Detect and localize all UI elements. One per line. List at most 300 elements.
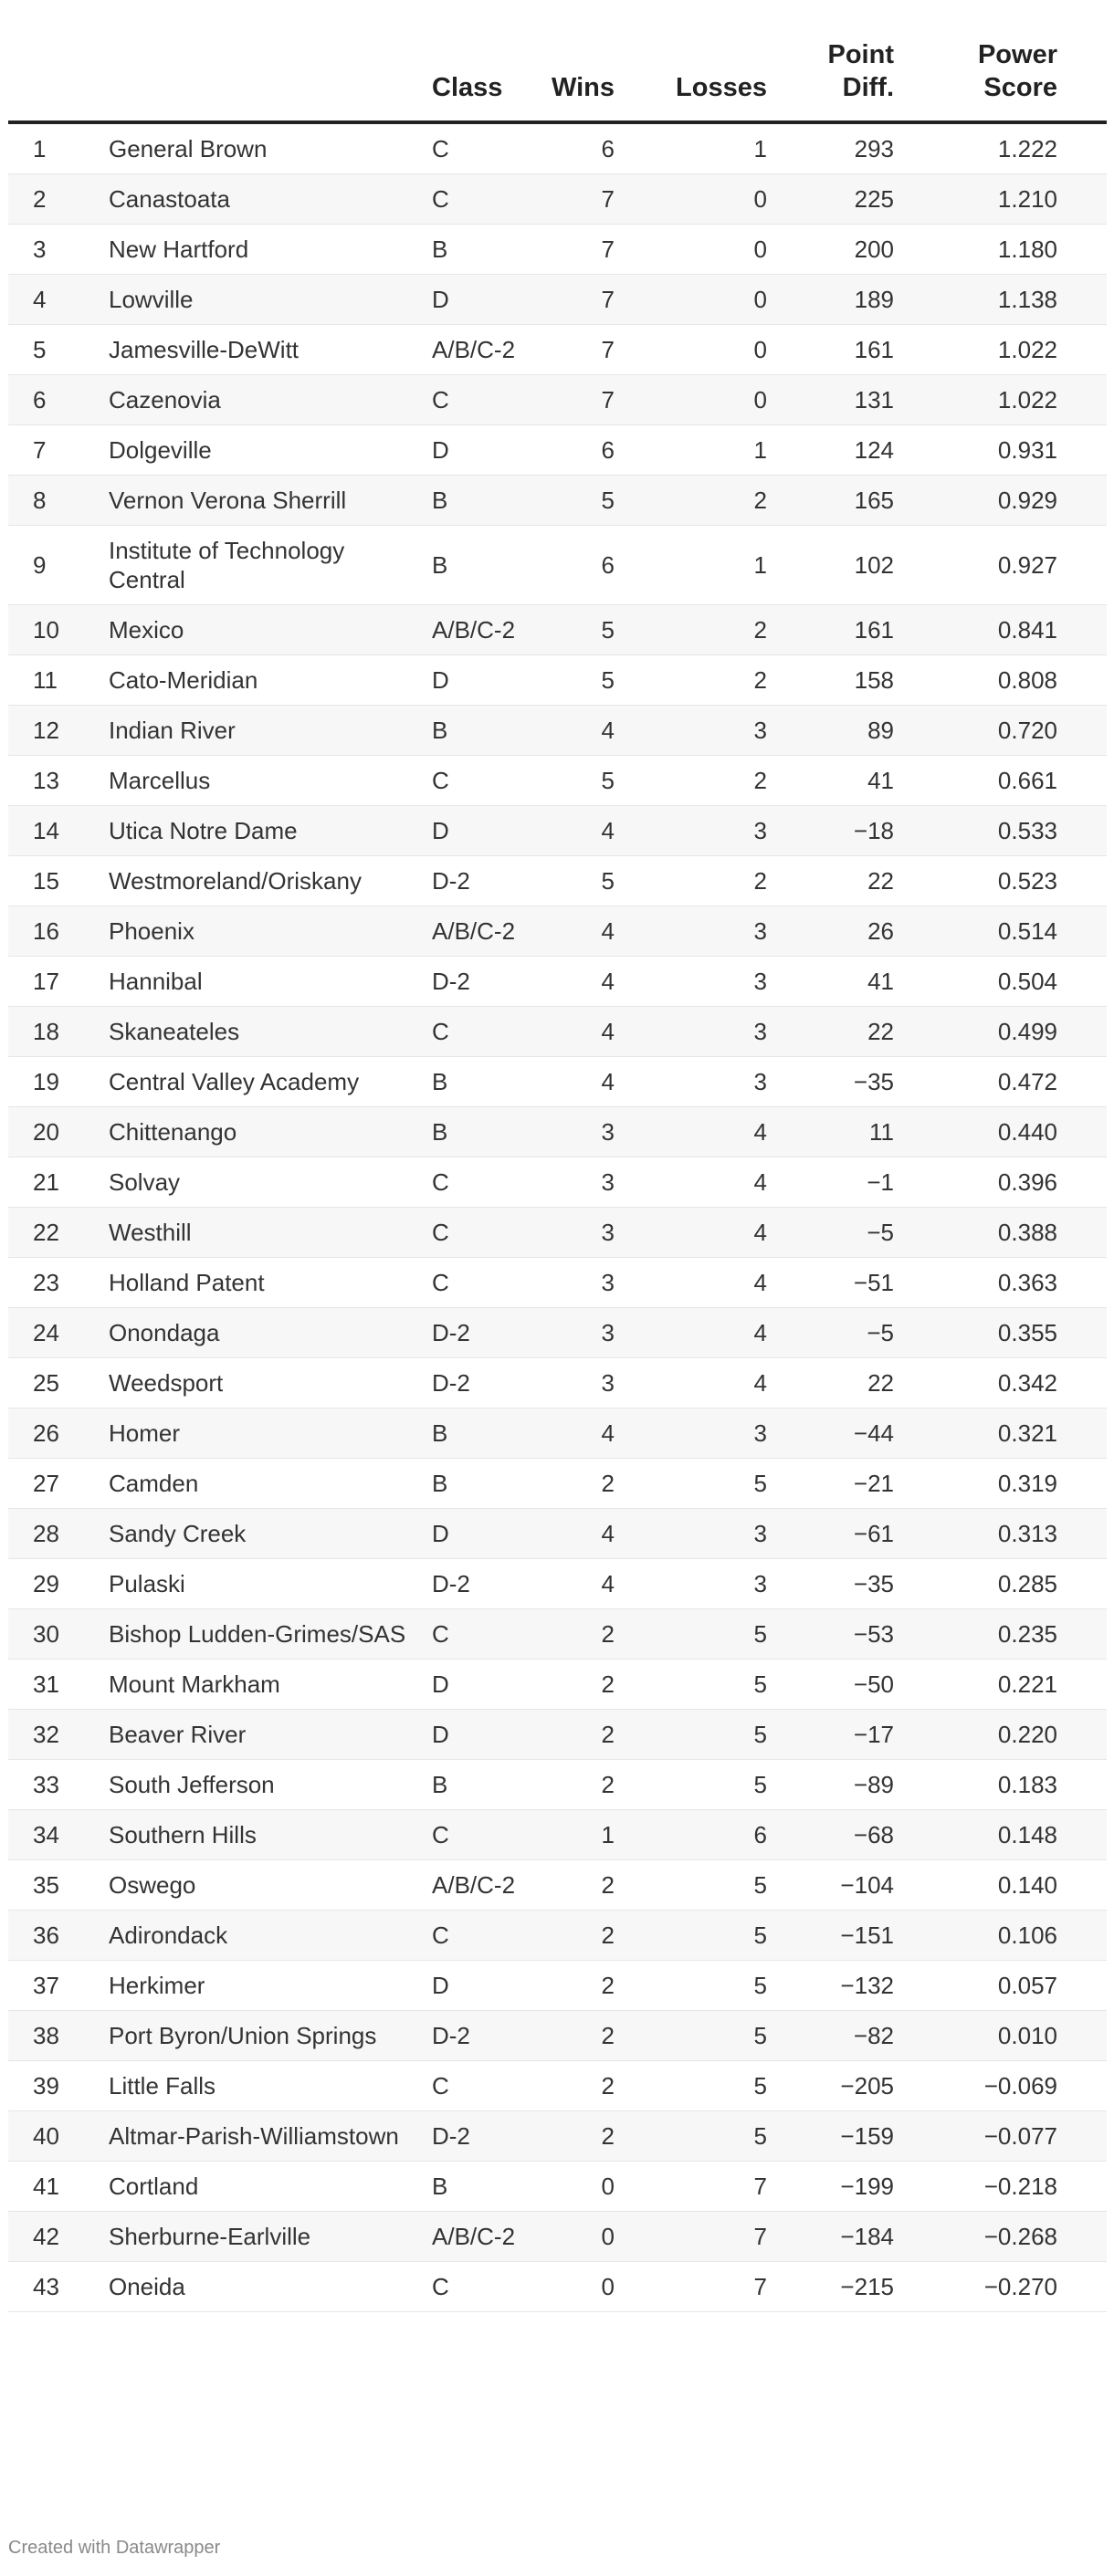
- cell-losses: 3: [634, 1007, 786, 1057]
- table-row: [8, 2162, 1107, 2212]
- power-rankings-table: [8, 0, 1107, 2312]
- cell-wins: 6: [523, 122, 634, 174]
- cell-point-diff: 11: [786, 1107, 914, 1157]
- cell-wins: 2: [523, 1660, 634, 1710]
- col-header-wins[interactable]: Wins: [523, 0, 634, 122]
- cell-rank: 1: [8, 122, 109, 174]
- cell-class: A/B/C-2: [432, 325, 523, 375]
- cell-power-score: −0.270: [914, 2262, 1107, 2312]
- cell-point-diff: −184: [786, 2212, 914, 2262]
- cell-rank: 34: [8, 1810, 109, 1860]
- table-row: [8, 325, 1107, 375]
- cell-wins: 2: [523, 2061, 634, 2111]
- table-row: [8, 1609, 1107, 1660]
- cell-class: A/B/C-2: [432, 605, 523, 655]
- cell-wins: 2: [523, 1860, 634, 1911]
- cell-class: D: [432, 275, 523, 325]
- cell-point-diff: −21: [786, 1459, 914, 1509]
- cell-losses: 5: [634, 1710, 786, 1760]
- cell-power-score: 0.363: [914, 1258, 1107, 1308]
- cell-class: B: [432, 1057, 523, 1107]
- cell-power-score: 0.396: [914, 1157, 1107, 1208]
- cell-wins: 3: [523, 1358, 634, 1408]
- cell-losses: 4: [634, 1358, 786, 1408]
- cell-point-diff: −44: [786, 1408, 914, 1459]
- table-row: [8, 476, 1107, 526]
- cell-rank: 7: [8, 425, 109, 476]
- cell-wins: 6: [523, 425, 634, 476]
- cell-losses: 2: [634, 655, 786, 706]
- table-row: [8, 275, 1107, 325]
- cell-point-diff: 161: [786, 325, 914, 375]
- cell-class: C: [432, 1258, 523, 1308]
- cell-point-diff: −35: [786, 1559, 914, 1609]
- cell-rank: 15: [8, 856, 109, 906]
- table-row: [8, 856, 1107, 906]
- table-row: [8, 2262, 1107, 2312]
- cell-rank: 12: [8, 706, 109, 756]
- cell-losses: 3: [634, 1057, 786, 1107]
- cell-rank: 24: [8, 1308, 109, 1358]
- cell-losses: 0: [634, 174, 786, 225]
- cell-losses: 3: [634, 906, 786, 957]
- cell-power-score: 0.221: [914, 1660, 1107, 1710]
- table-row: [8, 2011, 1107, 2061]
- cell-point-diff: −159: [786, 2111, 914, 2162]
- cell-wins: 5: [523, 655, 634, 706]
- cell-point-diff: 131: [786, 375, 914, 425]
- cell-point-diff: 41: [786, 957, 914, 1007]
- cell-class: C: [432, 1609, 523, 1660]
- cell-rank: 19: [8, 1057, 109, 1107]
- cell-power-score: 0.183: [914, 1760, 1107, 1810]
- cell-losses: 4: [634, 1308, 786, 1358]
- cell-class: C: [432, 2061, 523, 2111]
- cell-rank: 41: [8, 2162, 109, 2212]
- table-row: [8, 1007, 1107, 1057]
- cell-power-score: 0.499: [914, 1007, 1107, 1057]
- cell-rank: 2: [8, 174, 109, 225]
- cell-team: Institute of Technology Central: [109, 526, 432, 605]
- cell-point-diff: 102: [786, 526, 914, 605]
- cell-wins: 4: [523, 1509, 634, 1559]
- cell-team: Onondaga: [109, 1308, 432, 1358]
- cell-team: Vernon Verona Sherrill: [109, 476, 432, 526]
- table-row: [8, 1308, 1107, 1358]
- cell-class: B: [432, 706, 523, 756]
- cell-wins: 7: [523, 325, 634, 375]
- cell-class: B: [432, 1107, 523, 1157]
- cell-point-diff: 22: [786, 1007, 914, 1057]
- cell-rank: 6: [8, 375, 109, 425]
- table-row: [8, 375, 1107, 425]
- cell-team: Southern Hills: [109, 1810, 432, 1860]
- cell-wins: 7: [523, 225, 634, 275]
- cell-power-score: 0.285: [914, 1559, 1107, 1609]
- table-row: [8, 1408, 1107, 1459]
- cell-wins: 2: [523, 2011, 634, 2061]
- cell-point-diff: −1: [786, 1157, 914, 1208]
- cell-wins: 6: [523, 526, 634, 605]
- cell-wins: 4: [523, 706, 634, 756]
- cell-point-diff: 165: [786, 476, 914, 526]
- cell-power-score: 0.106: [914, 1911, 1107, 1961]
- cell-losses: 5: [634, 1760, 786, 1810]
- cell-point-diff: 41: [786, 756, 914, 806]
- cell-wins: 4: [523, 1559, 634, 1609]
- cell-power-score: 0.321: [914, 1408, 1107, 1459]
- cell-losses: 4: [634, 1157, 786, 1208]
- cell-power-score: −0.069: [914, 2061, 1107, 2111]
- cell-wins: 4: [523, 1057, 634, 1107]
- cell-team: Mexico: [109, 605, 432, 655]
- table-row: [8, 906, 1107, 957]
- col-header-rank[interactable]: [8, 0, 109, 122]
- cell-team: Indian River: [109, 706, 432, 756]
- cell-class: D: [432, 1509, 523, 1559]
- cell-rank: 30: [8, 1609, 109, 1660]
- table-row: [8, 605, 1107, 655]
- cell-wins: 3: [523, 1157, 634, 1208]
- cell-class: C: [432, 1208, 523, 1258]
- table-row: [8, 1710, 1107, 1760]
- cell-wins: 2: [523, 1459, 634, 1509]
- cell-power-score: 0.720: [914, 706, 1107, 756]
- cell-rank: 9: [8, 526, 109, 605]
- table-row: [8, 1509, 1107, 1559]
- attribution-footer: Created with Datawrapper: [8, 2538, 221, 2558]
- cell-losses: 7: [634, 2162, 786, 2212]
- cell-class: A/B/C-2: [432, 1860, 523, 1911]
- cell-losses: 2: [634, 856, 786, 906]
- cell-power-score: 1.022: [914, 325, 1107, 375]
- table-row: [8, 1961, 1107, 2011]
- table-row: [8, 2111, 1107, 2162]
- cell-team: Mount Markham: [109, 1660, 432, 1710]
- cell-power-score: 0.931: [914, 425, 1107, 476]
- cell-team: Phoenix: [109, 906, 432, 957]
- cell-losses: 7: [634, 2212, 786, 2262]
- col-header-team[interactable]: [109, 0, 432, 122]
- cell-losses: 0: [634, 325, 786, 375]
- cell-power-score: 1.222: [914, 122, 1107, 174]
- cell-rank: 3: [8, 225, 109, 275]
- cell-team: New Hartford: [109, 225, 432, 275]
- cell-class: D-2: [432, 1308, 523, 1358]
- cell-class: A/B/C-2: [432, 906, 523, 957]
- table-row: [8, 1358, 1107, 1408]
- cell-wins: 3: [523, 1208, 634, 1258]
- cell-rank: 35: [8, 1860, 109, 1911]
- cell-team: General Brown: [109, 122, 432, 174]
- cell-wins: 2: [523, 1961, 634, 2011]
- cell-team: Herkimer: [109, 1961, 432, 2011]
- cell-class: D: [432, 806, 523, 856]
- cell-team: Oswego: [109, 1860, 432, 1911]
- cell-wins: 5: [523, 476, 634, 526]
- cell-team: Dolgeville: [109, 425, 432, 476]
- cell-team: Sherburne-Earlville: [109, 2212, 432, 2262]
- cell-point-diff: −89: [786, 1760, 914, 1810]
- cell-rank: 38: [8, 2011, 109, 2061]
- table-row: [8, 1810, 1107, 1860]
- table-row: [8, 1860, 1107, 1911]
- cell-losses: 5: [634, 2061, 786, 2111]
- cell-power-score: 1.022: [914, 375, 1107, 425]
- cell-losses: 3: [634, 806, 786, 856]
- cell-point-diff: 293: [786, 122, 914, 174]
- cell-power-score: 0.929: [914, 476, 1107, 526]
- cell-class: B: [432, 1760, 523, 1810]
- cell-team: Solvay: [109, 1157, 432, 1208]
- cell-team: Hannibal: [109, 957, 432, 1007]
- cell-class: D-2: [432, 1358, 523, 1408]
- cell-power-score: 0.319: [914, 1459, 1107, 1509]
- cell-point-diff: 89: [786, 706, 914, 756]
- cell-rank: 11: [8, 655, 109, 706]
- cell-point-diff: −82: [786, 2011, 914, 2061]
- cell-team: Central Valley Academy: [109, 1057, 432, 1107]
- table-row: [8, 1208, 1107, 1258]
- col-header-losses[interactable]: Losses: [634, 0, 786, 122]
- cell-rank: 22: [8, 1208, 109, 1258]
- cell-team: Altmar-Parish-Williamstown: [109, 2111, 432, 2162]
- cell-losses: 1: [634, 526, 786, 605]
- cell-wins: 4: [523, 1408, 634, 1459]
- cell-rank: 8: [8, 476, 109, 526]
- cell-class: B: [432, 1408, 523, 1459]
- cell-point-diff: 22: [786, 1358, 914, 1408]
- cell-power-score: 0.533: [914, 806, 1107, 856]
- table-row: [8, 1107, 1107, 1157]
- cell-rank: 5: [8, 325, 109, 375]
- cell-class: B: [432, 526, 523, 605]
- cell-wins: 2: [523, 2111, 634, 2162]
- cell-losses: 2: [634, 756, 786, 806]
- cell-rank: 10: [8, 605, 109, 655]
- cell-team: Sandy Creek: [109, 1509, 432, 1559]
- cell-losses: 3: [634, 957, 786, 1007]
- cell-losses: 1: [634, 425, 786, 476]
- cell-rank: 42: [8, 2212, 109, 2262]
- cell-losses: 0: [634, 375, 786, 425]
- cell-losses: 5: [634, 1860, 786, 1911]
- cell-rank: 20: [8, 1107, 109, 1157]
- cell-wins: 3: [523, 1308, 634, 1358]
- cell-class: C: [432, 1810, 523, 1860]
- cell-class: D-2: [432, 2111, 523, 2162]
- cell-wins: 0: [523, 2212, 634, 2262]
- cell-wins: 7: [523, 375, 634, 425]
- cell-wins: 1: [523, 1810, 634, 1860]
- cell-rank: 23: [8, 1258, 109, 1308]
- cell-team: Cortland: [109, 2162, 432, 2212]
- table-row: [8, 1911, 1107, 1961]
- cell-class: C: [432, 1911, 523, 1961]
- cell-wins: 2: [523, 1609, 634, 1660]
- cell-rank: 33: [8, 1760, 109, 1810]
- cell-power-score: 0.661: [914, 756, 1107, 806]
- cell-losses: 4: [634, 1208, 786, 1258]
- cell-point-diff: 124: [786, 425, 914, 476]
- cell-class: D-2: [432, 1559, 523, 1609]
- cell-rank: 14: [8, 806, 109, 856]
- cell-rank: 36: [8, 1911, 109, 1961]
- cell-point-diff: 200: [786, 225, 914, 275]
- cell-point-diff: 225: [786, 174, 914, 225]
- cell-rank: 13: [8, 756, 109, 806]
- cell-point-diff: −151: [786, 1911, 914, 1961]
- cell-wins: 2: [523, 1710, 634, 1760]
- cell-losses: 4: [634, 1258, 786, 1308]
- cell-class: C: [432, 122, 523, 174]
- cell-losses: 3: [634, 1408, 786, 1459]
- table-row: [8, 706, 1107, 756]
- cell-team: Little Falls: [109, 2061, 432, 2111]
- cell-wins: 4: [523, 1007, 634, 1057]
- cell-power-score: 1.210: [914, 174, 1107, 225]
- cell-class: C: [432, 1157, 523, 1208]
- cell-losses: 4: [634, 1107, 786, 1157]
- cell-power-score: 0.514: [914, 906, 1107, 957]
- cell-team: Westhill: [109, 1208, 432, 1258]
- cell-power-score: 0.057: [914, 1961, 1107, 2011]
- table-row: [8, 1258, 1107, 1308]
- cell-class: C: [432, 1007, 523, 1057]
- cell-point-diff: 22: [786, 856, 914, 906]
- cell-rank: 29: [8, 1559, 109, 1609]
- cell-team: South Jefferson: [109, 1760, 432, 1810]
- cell-power-score: −0.077: [914, 2111, 1107, 2162]
- cell-rank: 17: [8, 957, 109, 1007]
- table-row: [8, 174, 1107, 225]
- cell-team: Cato-Meridian: [109, 655, 432, 706]
- cell-power-score: 0.523: [914, 856, 1107, 906]
- cell-power-score: 0.440: [914, 1107, 1107, 1157]
- table-row: [8, 806, 1107, 856]
- cell-wins: 7: [523, 174, 634, 225]
- cell-point-diff: −17: [786, 1710, 914, 1760]
- cell-team: Port Byron/Union Springs: [109, 2011, 432, 2061]
- cell-wins: 2: [523, 1911, 634, 1961]
- cell-point-diff: −5: [786, 1208, 914, 1258]
- cell-class: D: [432, 655, 523, 706]
- cell-losses: 5: [634, 1911, 786, 1961]
- table-row: [8, 2212, 1107, 2262]
- cell-rank: 31: [8, 1660, 109, 1710]
- cell-team: Jamesville-DeWitt: [109, 325, 432, 375]
- cell-power-score: 0.388: [914, 1208, 1107, 1258]
- table-row: [8, 1760, 1107, 1810]
- cell-point-diff: −104: [786, 1860, 914, 1911]
- cell-power-score: 0.313: [914, 1509, 1107, 1559]
- cell-losses: 2: [634, 605, 786, 655]
- cell-wins: 5: [523, 856, 634, 906]
- cell-power-score: 0.472: [914, 1057, 1107, 1107]
- cell-point-diff: −215: [786, 2262, 914, 2312]
- cell-rank: 25: [8, 1358, 109, 1408]
- cell-power-score: 0.220: [914, 1710, 1107, 1760]
- col-header-class[interactable]: Class: [432, 0, 523, 122]
- cell-power-score: 0.235: [914, 1609, 1107, 1660]
- table-row: [8, 526, 1107, 605]
- cell-point-diff: −68: [786, 1810, 914, 1860]
- cell-losses: 3: [634, 1509, 786, 1559]
- cell-power-score: 0.355: [914, 1308, 1107, 1358]
- cell-power-score: 0.342: [914, 1358, 1107, 1408]
- cell-rank: 32: [8, 1710, 109, 1760]
- table-row: [8, 1057, 1107, 1107]
- header-row: [8, 0, 1107, 122]
- cell-power-score: 1.180: [914, 225, 1107, 275]
- col-header-power-score[interactable]: Power Score: [914, 0, 1107, 122]
- cell-power-score: 0.808: [914, 655, 1107, 706]
- cell-wins: 3: [523, 1107, 634, 1157]
- cell-power-score: −0.268: [914, 2212, 1107, 2262]
- table-row: [8, 1559, 1107, 1609]
- cell-class: C: [432, 375, 523, 425]
- cell-team: Weedsport: [109, 1358, 432, 1408]
- table-row: [8, 225, 1107, 275]
- cell-losses: 3: [634, 1559, 786, 1609]
- cell-losses: 5: [634, 1609, 786, 1660]
- cell-losses: 5: [634, 2011, 786, 2061]
- cell-power-score: 0.140: [914, 1860, 1107, 1911]
- cell-wins: 7: [523, 275, 634, 325]
- cell-class: D: [432, 1710, 523, 1760]
- cell-power-score: 0.010: [914, 2011, 1107, 2061]
- cell-team: Homer: [109, 1408, 432, 1459]
- cell-team: Lowville: [109, 275, 432, 325]
- power-rankings-table-container: [8, 0, 1107, 2312]
- cell-wins: 4: [523, 906, 634, 957]
- cell-point-diff: −53: [786, 1609, 914, 1660]
- cell-class: B: [432, 2162, 523, 2212]
- cell-team: Camden: [109, 1459, 432, 1509]
- cell-point-diff: −5: [786, 1308, 914, 1358]
- cell-class: D-2: [432, 856, 523, 906]
- cell-losses: 5: [634, 1459, 786, 1509]
- cell-power-score: 0.841: [914, 605, 1107, 655]
- col-header-point-diff[interactable]: Point Diff.: [786, 0, 914, 122]
- cell-wins: 0: [523, 2162, 634, 2212]
- cell-power-score: 0.148: [914, 1810, 1107, 1860]
- table-row: [8, 957, 1107, 1007]
- cell-losses: 5: [634, 1961, 786, 2011]
- table-row: [8, 122, 1107, 174]
- cell-class: C: [432, 174, 523, 225]
- cell-rank: 28: [8, 1509, 109, 1559]
- cell-class: D-2: [432, 2011, 523, 2061]
- cell-rank: 27: [8, 1459, 109, 1509]
- cell-point-diff: −50: [786, 1660, 914, 1710]
- cell-point-diff: −199: [786, 2162, 914, 2212]
- cell-wins: 5: [523, 756, 634, 806]
- cell-losses: 6: [634, 1810, 786, 1860]
- cell-point-diff: −35: [786, 1057, 914, 1107]
- cell-team: Pulaski: [109, 1559, 432, 1609]
- cell-power-score: 0.504: [914, 957, 1107, 1007]
- cell-losses: 5: [634, 2111, 786, 2162]
- cell-rank: 39: [8, 2061, 109, 2111]
- cell-point-diff: −18: [786, 806, 914, 856]
- cell-rank: 4: [8, 275, 109, 325]
- cell-losses: 0: [634, 275, 786, 325]
- cell-rank: 40: [8, 2111, 109, 2162]
- cell-class: D: [432, 1961, 523, 2011]
- cell-wins: 5: [523, 605, 634, 655]
- cell-rank: 43: [8, 2262, 109, 2312]
